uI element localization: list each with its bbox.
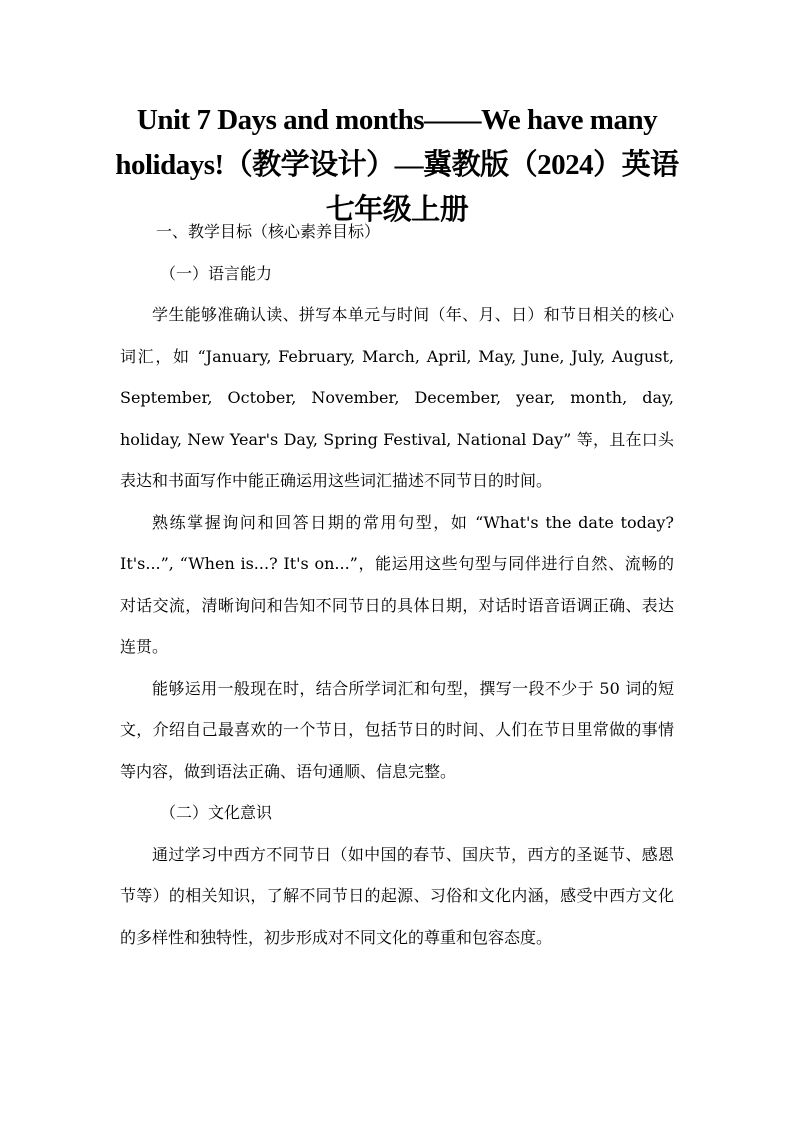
document-body <box>120 211 674 958</box>
document-title: Unit 7 Days and months——We have many holidays!（教学设计）—冀教版（2024）英语七年级上册 <box>115 104 679 226</box>
paragraph: 能够运用一般现在时，结合所学词汇和句型，撰写一段不少于 50 词的短文，介绍自己最喜欢的一个节日，包括节日的时间、人们在节日里常做的事情等内容，做到语法正确、语句通顺、信息完整。 <box>120 678 674 781</box>
subsection-heading: （一）语言能力 <box>160 263 273 283</box>
paragraph: 通过学习中西方不同节日（如中国的春节、国庆节，西方的圣诞节、感恩节等）的相关知识，了解不同节日的起源、习俗和文化内涵，感受中西方文化的多样性和独特性，初步形成对不同文化的尊重和包容态度。 <box>120 844 674 947</box>
paragraph: 熟练掌握询问和回答日期的常用句型，如 “What's the date today? It's...”, “When is...? It's on...”，能运用这些句型与同伴进行自然、流畅的对话交流，清晰询问和告知不同节日的具体日期，对话时语音语调正确、表达连贯。 <box>120 512 674 656</box>
paragraph: 学生能够准确认读、拼写本单元与时间（年、月、日）和节日相关的核心词汇，如 “January, February, March, April, May, June, July, August, September, October, November, December, year, month, day, holiday, New Year's Day, Spring Festival, National Day” 等，且在口头表达和书面写作中能正确运用这些词汇描述不同节日的时间。 <box>120 305 674 490</box>
subsection-heading: （二）文化意识 <box>160 803 273 822</box>
section-heading: 一、教学目标（核心素养目标） <box>156 222 381 241</box>
